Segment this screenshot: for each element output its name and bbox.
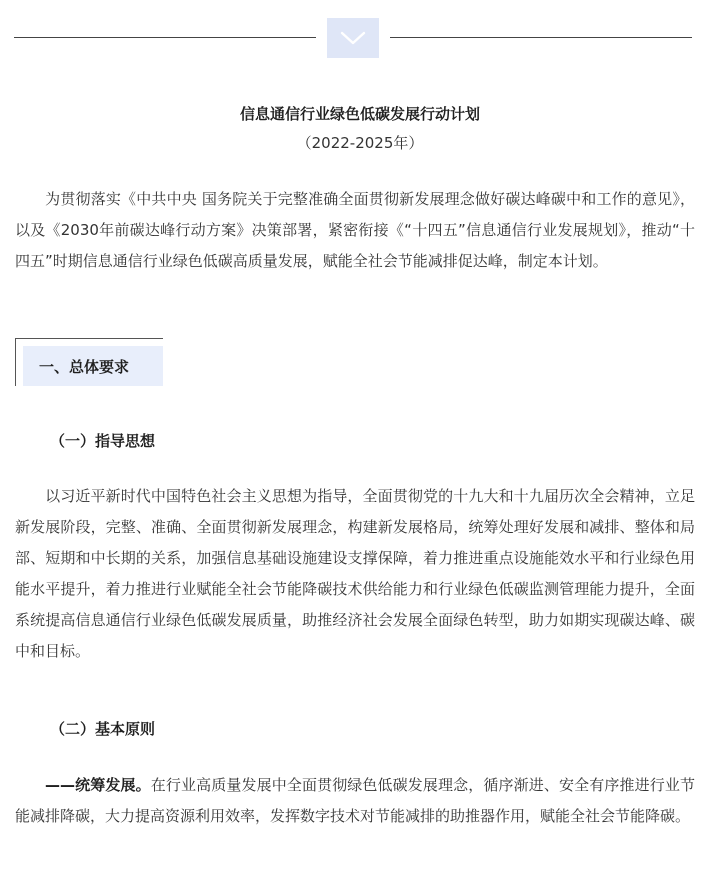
divider-line-left <box>14 37 316 38</box>
guiding-ideology-text: 以习近平新时代中国特色社会主义思想为指导，全面贯彻党的十九大和十九届历次全会精神，立足新发展阶段，完整、准确、全面贯彻新发展理念，构建新发展格局，统筹处理好发展和减排、整体和局部、短期和中长期的关系，加强信息基础设施建设支撑保障，着力推进重点设施能效水平和行业绿色用能水平提升，着力推进行业赋能全社会节能降碳技术供给能力和行业绿色低碳监测管理能力提升，全面系统提高信息通信行业绿色低碳发展质量，助推经济社会发展全面绿色转型，助力如期实现碳达峰、碳中和目标。 <box>15 487 695 660</box>
divider-line-right <box>390 37 692 38</box>
principle-lead: ——统筹发展。 <box>45 776 151 794</box>
chevron-down-icon <box>340 30 366 46</box>
guiding-ideology-paragraph <box>15 481 695 667</box>
subheading-guiding-ideology: （一）指导思想 <box>50 432 156 450</box>
principle-paragraph <box>15 770 695 832</box>
intro-paragraph <box>15 184 695 277</box>
document-subtitle: （2022-2025年） <box>296 134 424 152</box>
divider-badge <box>327 18 379 58</box>
principle-text: 在行业高质量发展中全面贯彻绿色低碳发展理念，循序渐进、安全有序推进行业节能减排降碳，大力提高资源利用效率，发挥数字技术对节能减排的助推器作用，赋能全社会节能降碳。 <box>15 776 695 825</box>
intro-text: 为贯彻落实《中共中央 国务院关于完整准确全面贯彻新发展理念做好碳达峰碳中和工作的意见》，以及《2030年前碳达峰行动方案》决策部署，紧密衔接《“十四五”信息通信行业发展规划》，推动“十四五”时期信息通信行业绿色低碳高质量发展，赋能全社会节能减排促达峰，制定本计划。 <box>15 190 695 270</box>
top-divider <box>14 18 692 58</box>
section-heading-box <box>15 338 163 386</box>
section-heading-label: 一、总体要求 <box>39 358 130 376</box>
document-title: 信息通信行业绿色低碳发展行动计划 <box>239 105 480 123</box>
subheading-basic-principles: （二）基本原则 <box>50 720 156 738</box>
